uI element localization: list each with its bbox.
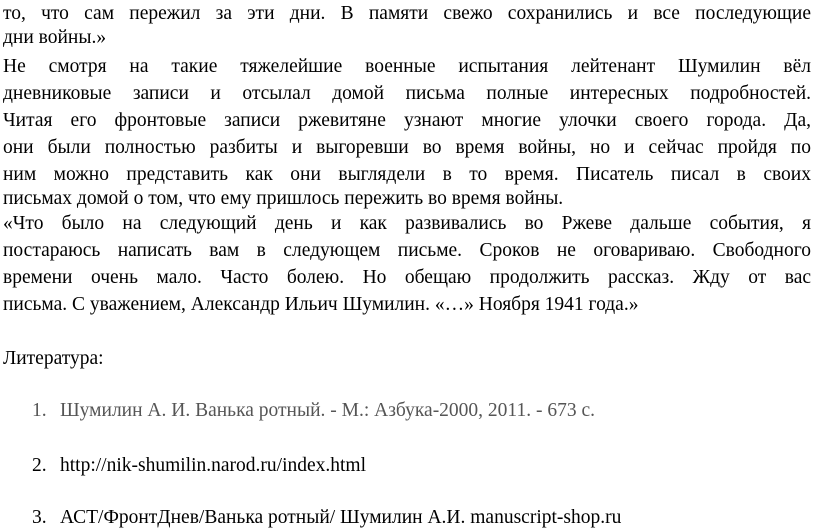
- reference-item-1: [32, 399, 595, 423]
- paragraph-1-line-1: то, что сам пережил за эти дни. В памяти свежо сохранились и все последующие: [3, 3, 811, 24]
- paragraph-3-line-4: письма. С уважением, Александр Ильич Шумилин. «…» Ноября 1941 года.»: [3, 294, 639, 315]
- paragraph-2-line-1: Не смотря на такие тяжелейшие военные испытания лейтенант Шумилин вёл: [3, 56, 811, 77]
- reference-number: 2.: [32, 455, 47, 476]
- paragraph-1-line-2: дни войны.»: [3, 27, 107, 48]
- reference-item-3: [32, 506, 621, 530]
- paragraph-2-line-6: письмах домой о том, что ему пришлось пережить во время войны.: [3, 188, 564, 209]
- paragraph-2-line-4: они были полностью разбиты и выгоревши во время войны, но и сейчас пройдя по: [3, 137, 811, 158]
- paragraph-2-line-2: дневниковые записи и отсылал домой письма полные интересных подробностей.: [3, 83, 811, 104]
- literature-heading: Литература:: [3, 348, 104, 369]
- reference-text: Шумилин А. И. Ванька ротный. - М.: Азбука-2000, 2011. - 673 с.: [60, 400, 595, 421]
- reference-number: 3.: [32, 507, 47, 528]
- paragraph-3-line-2: постараюсь написать вам в следующем письме. Сроков не оговариваю. Свободного: [3, 240, 811, 261]
- paragraph-2-line-5: ним можно представить как они выглядели в то время. Писатель писал в своих: [3, 164, 811, 185]
- reference-number: 1.: [32, 400, 47, 421]
- reference-item-2: [32, 454, 366, 478]
- paragraph-2-line-3: Читая его фронтовые записи ржевитяне узнают многие улочки своего города. Да,: [3, 110, 811, 131]
- paragraph-3-line-1: «Что было на следующий день и как развивались во Ржеве дальше события, я: [3, 213, 811, 234]
- reference-link[interactable]: http://nik-shumilin.narod.ru/index.html: [60, 455, 367, 476]
- reference-text: АСТ/ФронтДнев/Ванька ротный/ Шумилин А.И. manuscript-shop.ru: [60, 507, 622, 528]
- paragraph-3-line-3: времени очень мало. Часто болею. Но обещаю продолжить рассказ. Жду от вас: [3, 267, 811, 288]
